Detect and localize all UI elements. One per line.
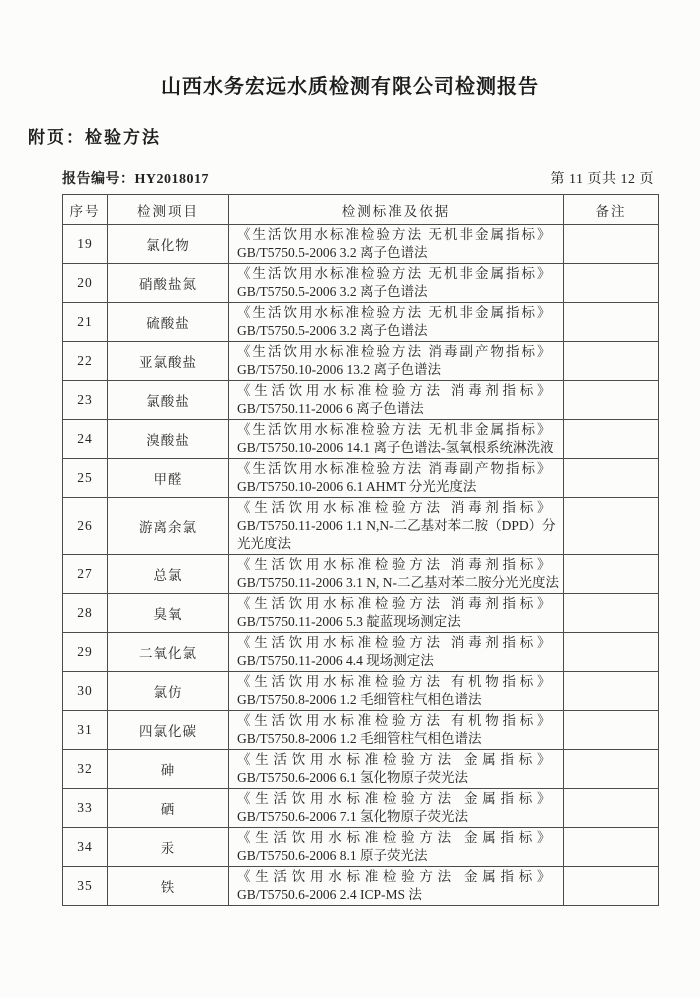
table-row: [63, 225, 659, 264]
report-meta-row: [62, 168, 654, 188]
row-standard: [229, 381, 564, 420]
row-remark: [564, 750, 659, 789]
row-no: 25: [63, 459, 108, 498]
table-row: [63, 867, 659, 906]
methods-table-header: [63, 195, 659, 225]
row-remark: [564, 594, 659, 633]
row-no: 21: [63, 303, 108, 342]
row-standard-title: 《生活饮用水标准检验方法 消毒副产物指标》: [237, 344, 551, 359]
row-standard: [229, 672, 564, 711]
row-standard-method: GB/T5750.10-2006 14.1 离子色谱法-氢氧根系统淋洗液: [237, 440, 554, 455]
row-standard-title: 《生活饮用水标准检验方法 无机非金属指标》: [237, 422, 551, 437]
row-item: 硒: [108, 789, 229, 828]
row-standard-title: 《生活饮用水标准检验方法 有机物指标》: [237, 674, 551, 689]
header-standard: 检测标准及依据: [229, 195, 564, 225]
row-no: 22: [63, 342, 108, 381]
row-standard-method: GB/T5750.6-2006 8.1 原子荧光法: [237, 848, 428, 863]
row-no: 19: [63, 225, 108, 264]
table-row: [63, 420, 659, 459]
header-no: 序号: [63, 195, 108, 225]
row-item: 氯酸盐: [108, 381, 229, 420]
row-standard: [229, 498, 564, 555]
row-standard-method: GB/T5750.5-2006 3.2 离子色谱法: [237, 245, 428, 260]
row-item: 汞: [108, 828, 229, 867]
header-remark: 备注: [564, 195, 659, 225]
row-standard-title: 《生活饮用水标准检验方法 消毒剂指标》: [237, 383, 551, 398]
row-no: 33: [63, 789, 108, 828]
row-standard-title: 《生活饮用水标准检验方法 消毒副产物指标》: [237, 461, 551, 476]
row-standard-title: 《生活饮用水标准检验方法 金属指标》: [237, 791, 551, 806]
row-standard: [229, 867, 564, 906]
row-standard-title: 《生活饮用水标准检验方法 金属指标》: [237, 752, 551, 767]
row-item: 硫酸盐: [108, 303, 229, 342]
table-row: [63, 750, 659, 789]
row-standard-title: 《生活饮用水标准检验方法 金属指标》: [237, 830, 551, 845]
methods-table: [62, 194, 659, 906]
row-standard-method: GB/T5750.8-2006 1.2 毛细管柱气相色谱法: [237, 692, 482, 707]
table-row: [63, 381, 659, 420]
table-row: [63, 633, 659, 672]
row-standard-method: GB/T5750.5-2006 3.2 离子色谱法: [237, 284, 428, 299]
row-standard-title: 《生活饮用水标准检验方法 有机物指标》: [237, 713, 551, 728]
row-remark: [564, 828, 659, 867]
row-standard: [229, 789, 564, 828]
row-remark: [564, 420, 659, 459]
row-remark: [564, 459, 659, 498]
table-row: [63, 303, 659, 342]
row-standard-title: 《生活饮用水标准检验方法 消毒剂指标》: [237, 635, 551, 650]
row-standard-method: GB/T5750.6-2006 6.1 氢化物原子荧光法: [237, 770, 468, 785]
row-item: 硝酸盐氮: [108, 264, 229, 303]
row-item: 总氯: [108, 555, 229, 594]
row-no: 32: [63, 750, 108, 789]
header-item: 检测项目: [108, 195, 229, 225]
row-remark: [564, 498, 659, 555]
row-standard-method: GB/T5750.6-2006 7.1 氢化物原子荧光法: [237, 809, 468, 824]
row-item: 四氯化碳: [108, 711, 229, 750]
row-no: 24: [63, 420, 108, 459]
row-standard-title: 《生活饮用水标准检验方法 消毒剂指标》: [237, 596, 551, 611]
table-row: [63, 459, 659, 498]
row-item: 甲醛: [108, 459, 229, 498]
row-standard: [229, 459, 564, 498]
row-no: 31: [63, 711, 108, 750]
row-standard: [229, 264, 564, 303]
page-title: 山西水务宏远水质检测有限公司检测报告: [161, 76, 539, 98]
table-row: [63, 555, 659, 594]
row-standard: [229, 342, 564, 381]
row-item: 砷: [108, 750, 229, 789]
row-standard: [229, 750, 564, 789]
row-no: 20: [63, 264, 108, 303]
row-item: 游离余氯: [108, 498, 229, 555]
methods-table-body: [63, 225, 659, 906]
row-standard: [229, 828, 564, 867]
row-item: 臭氧: [108, 594, 229, 633]
report-number-value: HY2018017: [134, 172, 209, 187]
row-item: 氯化物: [108, 225, 229, 264]
row-no: 30: [63, 672, 108, 711]
table-row: [63, 711, 659, 750]
row-standard-title: 《生活饮用水标准检验方法 无机非金属指标》: [237, 305, 551, 320]
row-no: 23: [63, 381, 108, 420]
row-standard: [229, 303, 564, 342]
row-remark: [564, 672, 659, 711]
report-number: [62, 168, 209, 188]
row-standard: [229, 711, 564, 750]
table-row: [63, 828, 659, 867]
table-row: [63, 594, 659, 633]
row-no: 26: [63, 498, 108, 555]
row-standard-method: GB/T5750.11-2006 6 离子色谱法: [237, 401, 424, 416]
row-remark: [564, 342, 659, 381]
table-row: [63, 342, 659, 381]
row-standard: [229, 633, 564, 672]
row-standard: [229, 555, 564, 594]
row-standard-method: GB/T5750.11-2006 4.4 现场测定法: [237, 653, 434, 668]
row-standard: [229, 225, 564, 264]
row-remark: [564, 867, 659, 906]
row-standard-method: GB/T5750.11-2006 1.1 N,N-二乙基对苯二胺（DPD）分光光度法: [237, 518, 556, 551]
row-standard-title: 《生活饮用水标准检验方法 无机非金属指标》: [237, 266, 551, 281]
row-standard-method: GB/T5750.11-2006 5.3 靛蓝现场测定法: [237, 614, 461, 629]
table-row: [63, 789, 659, 828]
row-remark: [564, 711, 659, 750]
row-remark: [564, 264, 659, 303]
row-no: 28: [63, 594, 108, 633]
row-no: 34: [63, 828, 108, 867]
table-row: [63, 498, 659, 555]
row-item: 氯仿: [108, 672, 229, 711]
row-standard-method: GB/T5750.10-2006 6.1 AHMT 分光光度法: [237, 479, 477, 494]
row-remark: [564, 381, 659, 420]
row-item: 溴酸盐: [108, 420, 229, 459]
row-standard-title: 《生活饮用水标准检验方法 金属指标》: [237, 869, 551, 884]
row-remark: [564, 303, 659, 342]
row-no: 29: [63, 633, 108, 672]
row-remark: [564, 555, 659, 594]
row-standard-method: GB/T5750.5-2006 3.2 离子色谱法: [237, 323, 428, 338]
row-standard-method: GB/T5750.10-2006 13.2 离子色谱法: [237, 362, 441, 377]
row-standard-title: 《生活饮用水标准检验方法 消毒剂指标》: [237, 500, 551, 515]
table-row: [63, 672, 659, 711]
row-item: 二氧化氯: [108, 633, 229, 672]
row-item: 亚氯酸盐: [108, 342, 229, 381]
report-number-label: 报告编号：: [62, 172, 135, 187]
row-no: 35: [63, 867, 108, 906]
row-item: 铁: [108, 867, 229, 906]
row-standard-method: GB/T5750.11-2006 3.1 N, N-二乙基对苯二胺分光光度法: [237, 575, 559, 590]
row-remark: [564, 225, 659, 264]
row-standard: [229, 594, 564, 633]
header-row: [63, 195, 659, 225]
row-standard: [229, 420, 564, 459]
attachment-label: 附页：检验方法: [28, 128, 161, 147]
row-no: 27: [63, 555, 108, 594]
page-number-indicator: 第 11 页共 12 页: [550, 172, 654, 187]
table-row: [63, 264, 659, 303]
row-standard-method: GB/T5750.6-2006 2.4 ICP-MS 法: [237, 887, 422, 902]
row-remark: [564, 789, 659, 828]
row-standard-title: 《生活饮用水标准检验方法 消毒剂指标》: [237, 557, 551, 572]
row-remark: [564, 633, 659, 672]
row-standard-title: 《生活饮用水标准检验方法 无机非金属指标》: [237, 227, 551, 242]
row-standard-method: GB/T5750.8-2006 1.2 毛细管柱气相色谱法: [237, 731, 482, 746]
